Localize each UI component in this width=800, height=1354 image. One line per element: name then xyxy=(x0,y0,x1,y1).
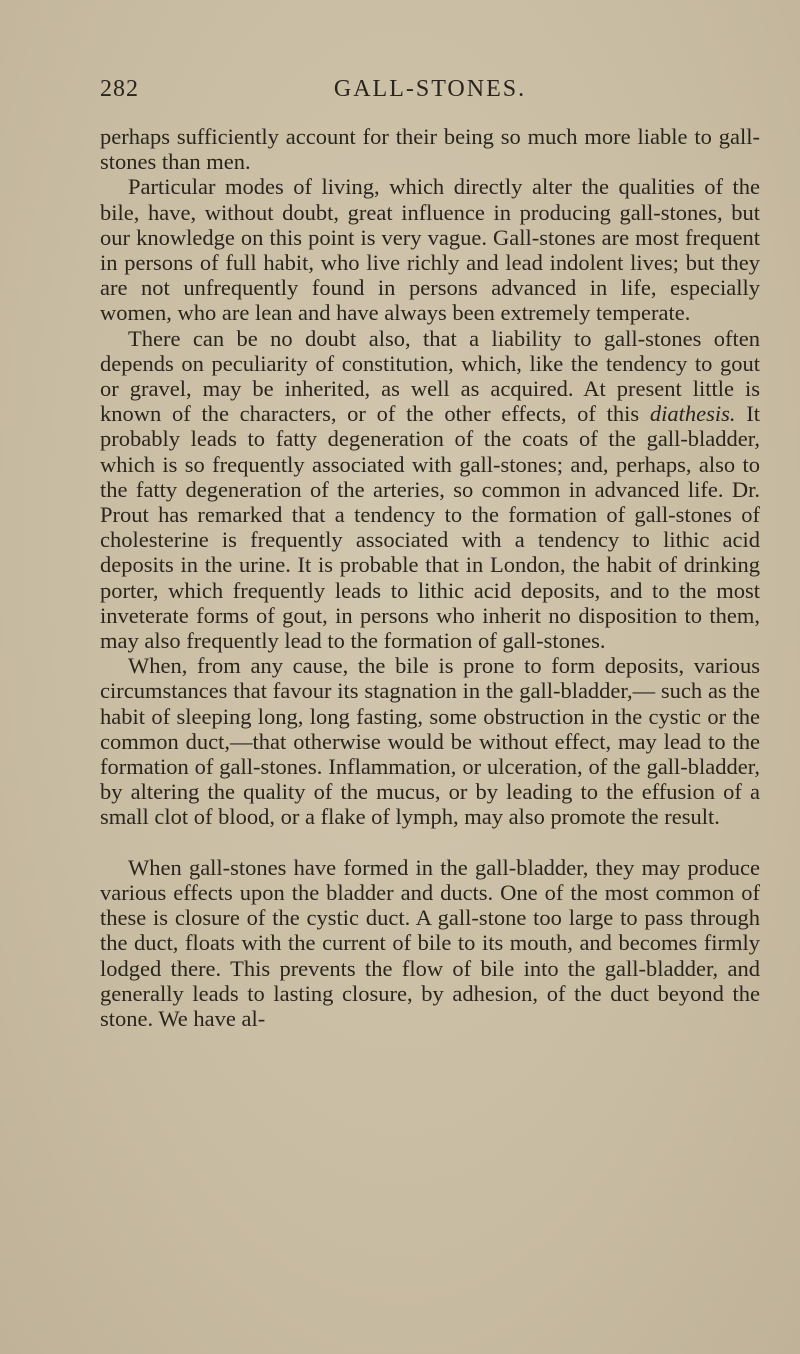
page-header xyxy=(100,76,760,112)
running-head: GALL-STONES. xyxy=(333,76,527,102)
paragraph-modes-of-living: Particular modes of living, which directly alter the qualities of the bile, have, without doubt, great influence in producing gall-stones, but our knowledge on this point is very vague. Gall-stones are most frequent in persons of full habit, who live richly and lead indolent lives; but they are not unfrequently found in persons advanced in life, especially women, who are lean and have always been extremely temperate. xyxy=(100,174,760,326)
paragraph-effects: When gall-stones have formed in the gall-bladder, they may produce various effects upon the bladder and ducts. One of the most common of these is closure of the cystic duct. A gall-stone too large to pass through the duct, floats with the current of bile to its mouth, and becomes firmly lodged there. This prevents the flow of bile into the gall-bladder, and generally leads to lasting closure, by adhesion, of the duct beyond the stone. We have al- xyxy=(100,854,760,1031)
paragraph-text-after: It probably leads to fatty degeneration of the coats of the gall-bladder, which is so frequently associated with gall-stones; and, perhaps, also to the fatty degeneration of the arteries, so common in advanced life. Dr. Prout has remarked that a tendency to the formation of gall-stones of cholesterine is frequently associated with a tendency to lithic acid deposits in the urine. It is probable that in London, the habit of drinking porter, which frequently leads to lithic acid deposits, and to the most inveterate forms of gout, in persons who inherit no disposition to them, may also frequently lead to the formation of gall-stones. xyxy=(100,401,761,654)
body-text xyxy=(100,124,760,1031)
paragraph-constitution xyxy=(100,326,760,654)
italic-term: diathesis. xyxy=(649,401,736,427)
paragraph-text-before: There can be no doubt also, that a liability to gall-stones often depends on peculiarity of constitution, which, like the tendency to gout or gravel, may be inherited, as well as acquired. At present little is known of the characters, or of the other effects, of this xyxy=(100,325,760,427)
paragraph-continuation: perhaps sufficiently account for their being so much more liable to gall-stones than men. xyxy=(100,124,760,175)
page-number: 282 xyxy=(100,76,139,102)
paragraph-stagnation: When, from any cause, the bile is prone to form deposits, various circumstances that favour its stagnation in the gall-bladder,— such as the habit of sleeping long, long fasting, some obstruction in the cystic or the common duct,—that otherwise would be without effect, may lead to the formation of gall-stones. Inflammation, or ulceration, of the gall-bladder, by altering the quality of the mucus, or by leading to the effusion of a small clot of blood, or a flake of lymph, may also promote the result. xyxy=(100,653,760,830)
